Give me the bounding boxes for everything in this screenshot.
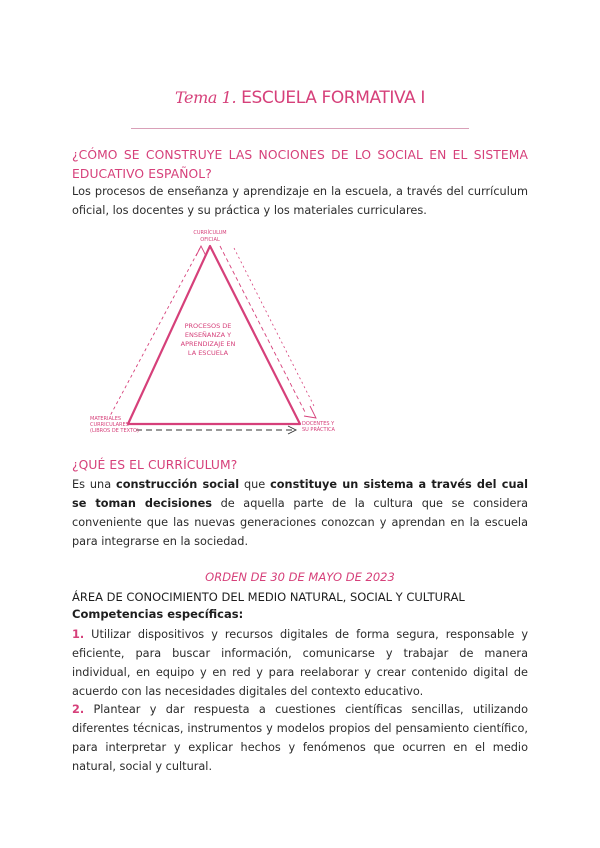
section2-text-1: Es una: [72, 478, 116, 491]
section2-text-3: de aquella parte de la cultura que se considera conveniente que las nuevas generaciones conozcan y aprendan en la escuela para integrarse en la sociedad.: [72, 497, 529, 548]
top-label-2: OFICIAL: [200, 237, 220, 243]
title-main: ESCUELA FORMATIVA I: [241, 88, 425, 108]
center-label-3: APRENDIZAJE EN: [180, 340, 236, 348]
section2-bold-2: constituye un sistema a través del cual se toman decisiones: [72, 478, 528, 510]
competencia-item-1: [72, 625, 528, 701]
left-label-2: CURRICULARES: [90, 422, 129, 428]
section1-question: ¿CÓMO SE CONSTRUYE LAS NOCIONES DE LO SOCIAL EN EL SISTEMA EDUCATIVO ESPAÑOL?: [72, 148, 528, 181]
right-label-2: SU PRÁCTICA: [302, 427, 335, 433]
left-label-3: (LIBROS DE TEXTO): [90, 428, 139, 434]
curriculum-triangle-diagram: [88, 226, 348, 436]
right-dashed-arrow-inner: [234, 248, 314, 406]
section2-paragraph: [72, 475, 528, 551]
center-label-4: LA ESCUELA: [187, 349, 229, 357]
competencias-heading: Competencias específicas:: [72, 607, 244, 621]
left-label-1: MATERIALES: [90, 416, 122, 422]
section2-text-2: que: [239, 478, 271, 491]
section1-answer: Los procesos de enseñanza y aprendizaje en la escuela, a través del currículum oficial, los docentes y su práctica y los materiales curriculares.: [72, 185, 528, 217]
order-heading: ORDEN DE 30 DE MAYO DE 2023: [205, 570, 395, 584]
competencia-item-2: [72, 700, 528, 776]
item1-text: Utilizar dispositivos y recursos digitales de forma segura, responsable y eficiente, para buscar información, comunicarse y trabajar de manera individual, en equipo y en red y para reelaborar y crear contenido digital de acuerdo con las necesidades digitales del contexto educativo.: [72, 628, 528, 698]
center-label-2: ENSEÑANZA Y: [184, 331, 232, 339]
left-arrow-head: [196, 246, 206, 256]
section2-bold-1: construcción social: [116, 478, 240, 491]
title-divider: [131, 128, 469, 129]
top-label-1: CURRÍCULUM: [193, 230, 227, 236]
right-label-1: DOCENTES Y: [302, 421, 335, 427]
right-dashed-arrow: [220, 246, 306, 414]
item2-number: 2.: [72, 703, 85, 716]
page-title: [0, 88, 600, 108]
section2-question: ¿QUÉ ES EL CURRÍCULUM?: [72, 458, 238, 472]
item1-number: 1.: [72, 628, 85, 641]
item2-text: Plantear y dar respuesta a cuestiones científicas sencillas, utilizando diferentes técnicas, instrumentos y modelos propios del pensamiento científico, para interpretar y explicar hechos y fenómenos que ocurren en el medio natural, social y cultural.: [72, 703, 528, 773]
title-prefix: Tema 1.: [174, 88, 237, 107]
area-heading: ÁREA DE CONOCIMIENTO DEL MEDIO NATURAL, SOCIAL Y CULTURAL: [72, 590, 465, 604]
center-label-1: PROCESOS DE: [184, 322, 232, 330]
right-arrow-head: [304, 406, 316, 418]
